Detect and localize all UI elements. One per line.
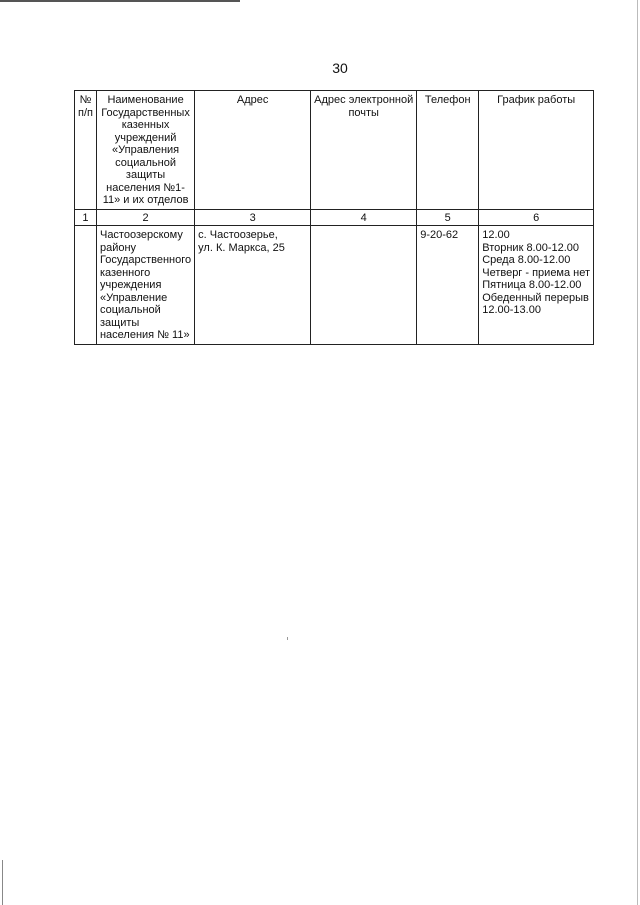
row-name-line: населения № 11» — [99, 329, 190, 341]
header-name-line: казенных — [121, 119, 170, 131]
row-address-line: с. Частоозерье, — [198, 229, 278, 241]
row-address — [195, 226, 311, 345]
header-name-line: Государственных — [101, 106, 190, 119]
row-schedule-line: Четверг - приема нет — [482, 266, 591, 279]
header-name-line: населения №1- — [106, 181, 185, 194]
scan-artifact-top-line — [0, 0, 240, 2]
header-name-line: учреждений — [114, 131, 177, 144]
column-number: 4 — [311, 209, 417, 226]
row-schedule-line: 12.00 — [482, 229, 510, 241]
header-email-line: Адрес электронной — [314, 94, 414, 106]
row-schedule-line: Среда 8.00-12.00 — [482, 254, 571, 266]
column-numbers-row — [75, 209, 594, 226]
row-name-line: «Управление — [99, 291, 168, 304]
header-index-line: № — [79, 94, 92, 106]
row-email — [311, 226, 417, 345]
row-name-line: казенного — [99, 266, 151, 279]
scan-artifact-dot — [287, 637, 288, 640]
row-schedule-line: Пятница 8.00-12.00 — [482, 279, 582, 291]
header-name — [96, 91, 194, 210]
header-name-line: Наименование — [107, 94, 184, 106]
row-index — [75, 226, 97, 345]
row-schedule — [479, 226, 594, 345]
row-name-line: социальной — [99, 304, 161, 316]
page-number: 30 — [332, 60, 348, 76]
header-name-line: защиты — [125, 169, 166, 181]
row-address-line: ул. К. Маркса, 25 — [198, 241, 285, 254]
header-index — [75, 91, 97, 210]
row-institution-name — [96, 226, 194, 345]
institutions-table — [74, 90, 594, 345]
row-schedule-line: Вторник 8.00-12.00 — [482, 241, 580, 254]
header-name-line: социальной — [115, 156, 176, 169]
column-number: 3 — [195, 209, 311, 226]
header-address: Адрес — [195, 91, 311, 210]
header-schedule: График работы — [479, 91, 594, 210]
row-name-line: району — [99, 241, 137, 254]
row-schedule-line: 12.00-13.00 — [482, 304, 541, 316]
header-name-line: «Управления — [112, 144, 180, 156]
column-number: 6 — [479, 209, 594, 226]
header-index-line: п/п — [78, 106, 93, 119]
header-phone: Телефон — [417, 91, 479, 210]
row-name-line: защиты — [99, 316, 140, 329]
column-number: 5 — [417, 209, 479, 226]
header-email-line: почты — [348, 106, 379, 119]
scan-artifact-right-edge — [637, 0, 638, 905]
header-email — [311, 91, 417, 210]
row-name-line: Частоозерскому — [99, 229, 183, 241]
table-header-row — [75, 91, 594, 210]
table-row — [75, 226, 594, 345]
row-schedule-line: Обеденный перерыв — [482, 291, 589, 304]
header-name-line: 11» и их отделов — [102, 194, 189, 206]
row-name-line: Государственного — [99, 254, 192, 266]
scan-artifact-left-edge — [2, 860, 3, 905]
row-phone: 9-20-62 — [417, 226, 479, 345]
row-name-line: учреждения — [99, 279, 162, 291]
column-number: 2 — [96, 209, 194, 226]
column-number: 1 — [75, 209, 97, 226]
